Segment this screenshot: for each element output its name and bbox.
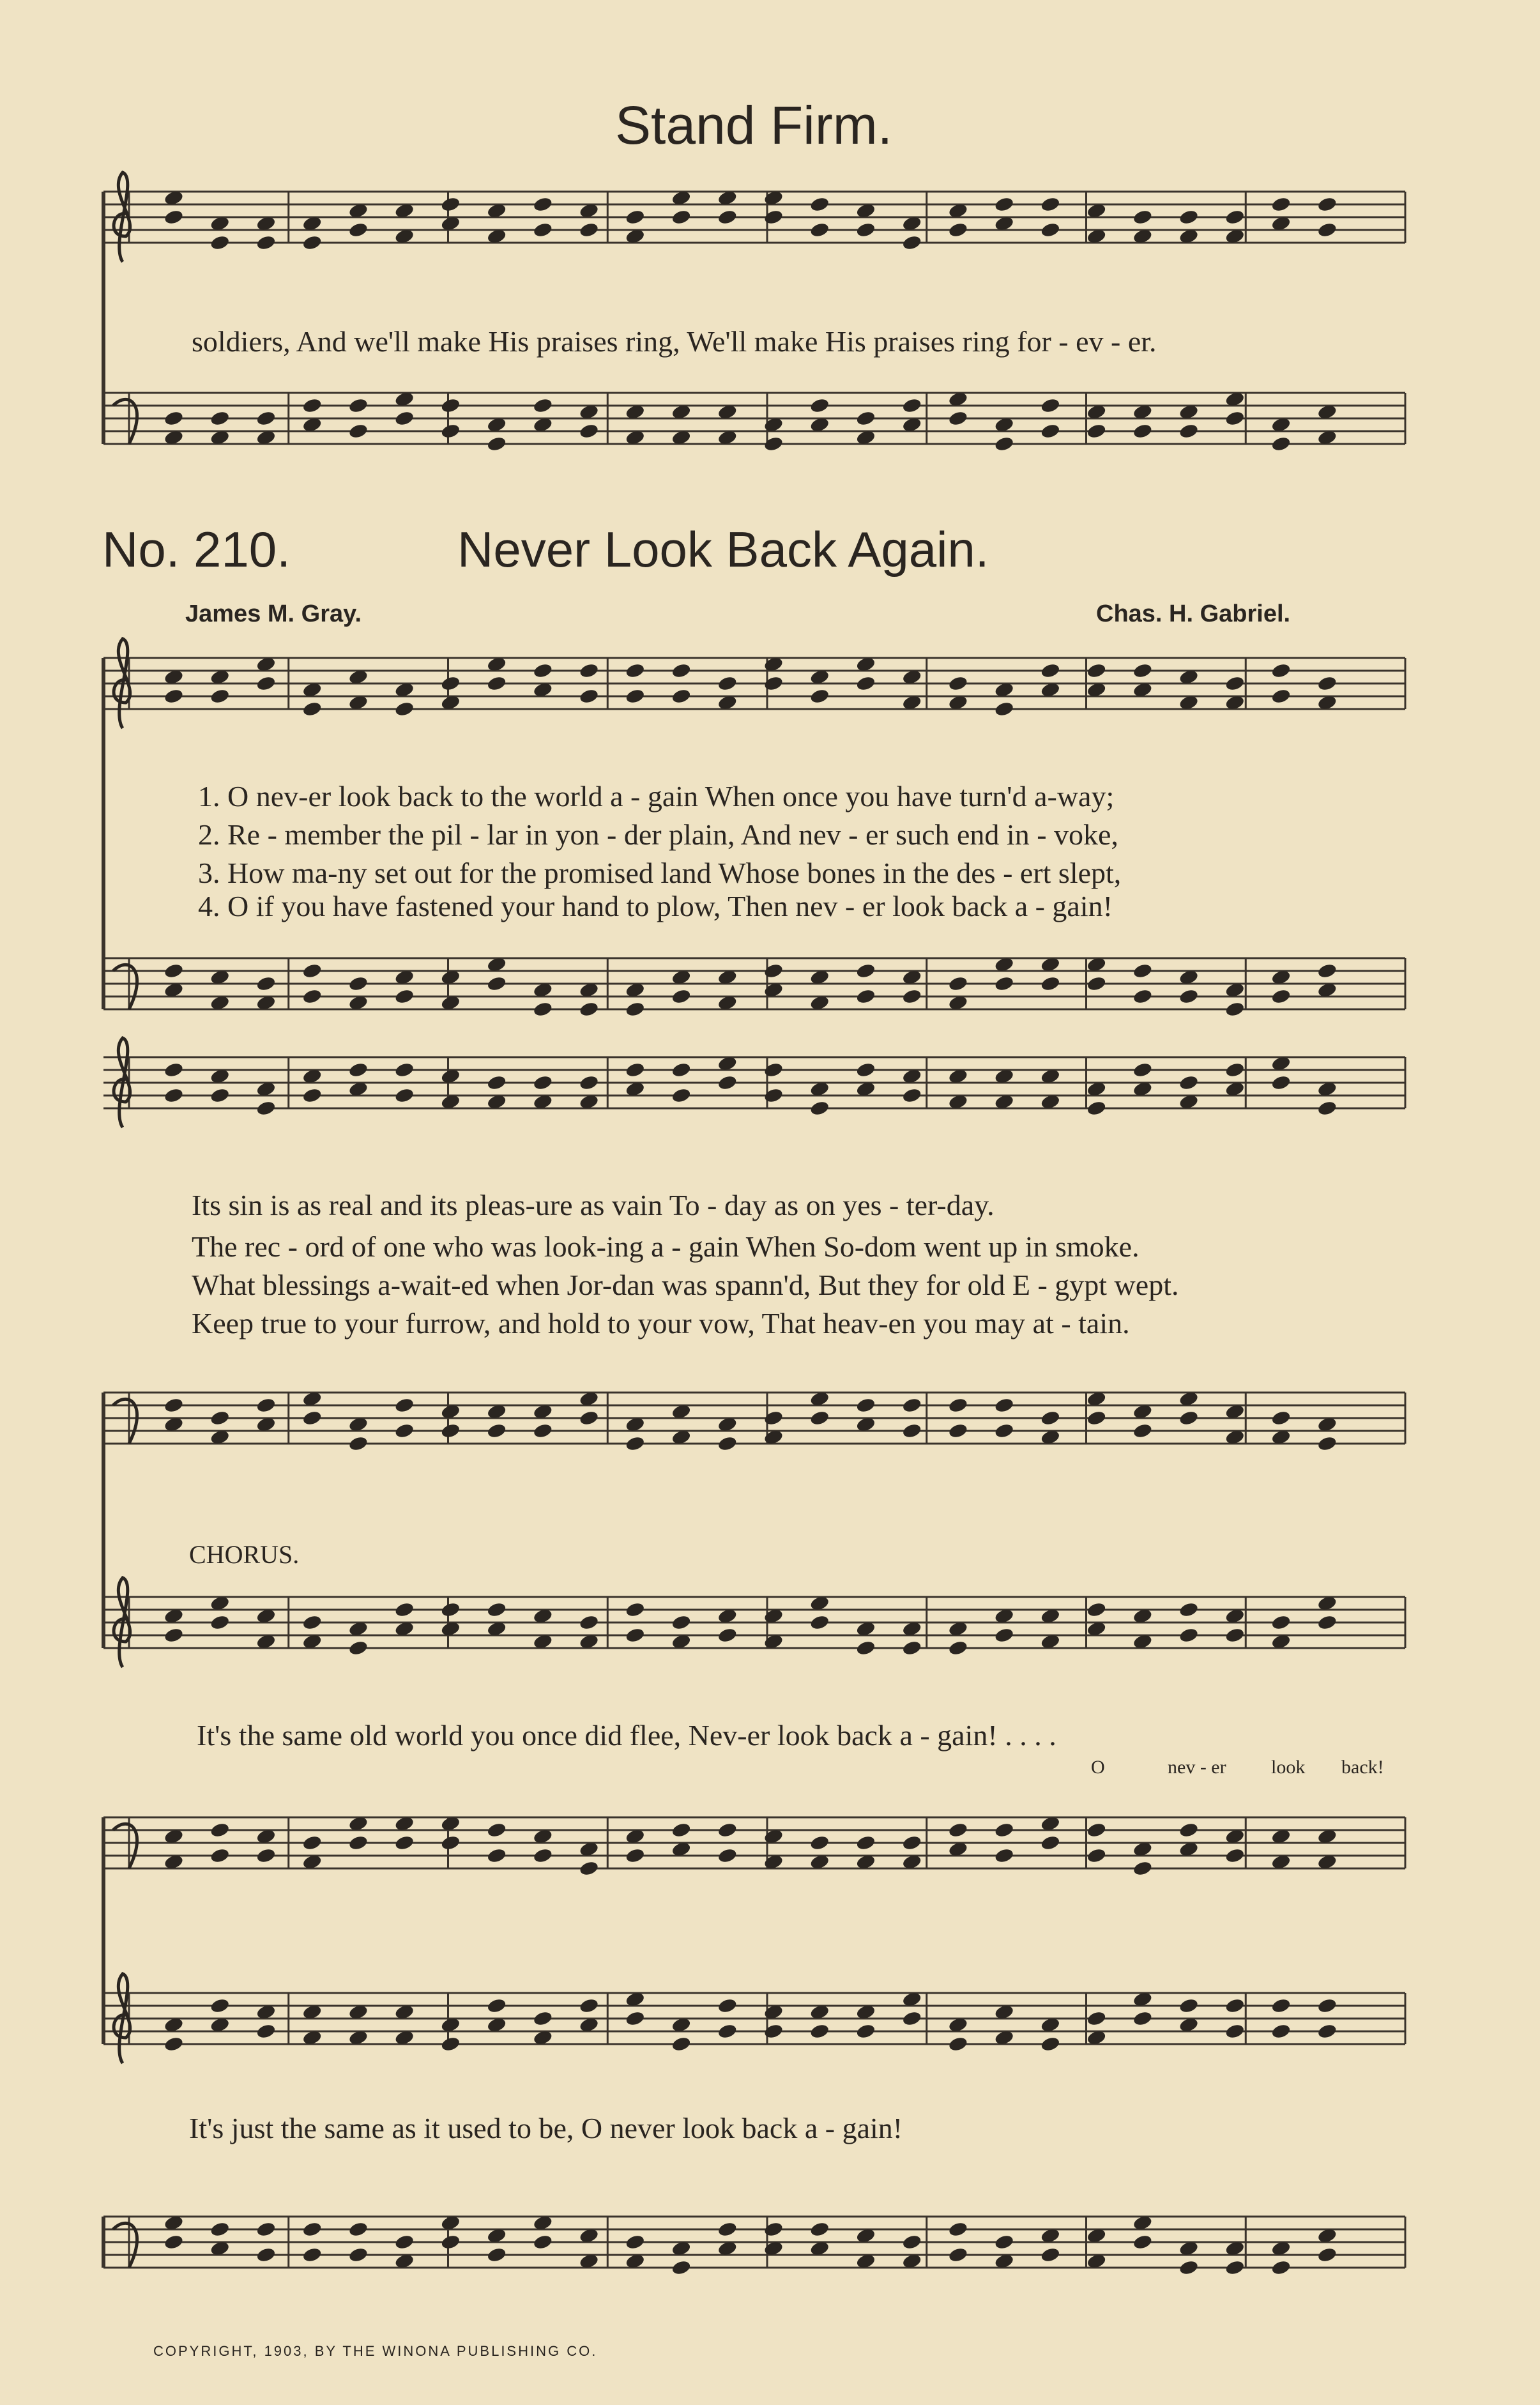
note-head xyxy=(994,436,1014,452)
note-head xyxy=(809,222,830,238)
note-head xyxy=(1132,1423,1153,1439)
note-head xyxy=(579,1997,599,2014)
note-head xyxy=(625,209,645,225)
note-head xyxy=(486,436,507,452)
note-head xyxy=(717,2221,738,2238)
note-head xyxy=(579,423,599,439)
note-head xyxy=(809,2023,830,2040)
note-head xyxy=(164,1397,184,1414)
note-head xyxy=(994,1627,1014,1644)
hymn-number: No. 210. xyxy=(102,521,291,577)
note-head xyxy=(809,2221,830,2238)
note-head xyxy=(671,1614,691,1631)
note-head xyxy=(301,701,322,717)
note-head xyxy=(1224,1062,1245,1078)
verse-3-line-2: What blessings a-wait-ed when Jor-dan was spann'd, But they for old E - gypt wept. xyxy=(192,1269,1179,1301)
note-head xyxy=(1317,675,1338,692)
note-head xyxy=(301,988,322,1005)
note-head xyxy=(255,2247,276,2263)
note-head xyxy=(625,1001,645,1018)
note-head xyxy=(809,688,830,705)
note-head xyxy=(301,397,322,414)
chorus-echo-4: back! xyxy=(1341,1757,1384,1778)
note-head xyxy=(1086,1847,1106,1864)
note-head xyxy=(671,688,691,705)
note-head xyxy=(948,2036,968,2052)
lyricist: James M. Gray. xyxy=(185,600,362,627)
note-head xyxy=(348,423,369,439)
verse-3-line-1: 3. How ma-ny set out for the promised land Whose bones in the des - ert slept, xyxy=(198,857,1122,889)
note-head xyxy=(164,963,184,979)
note-head xyxy=(1270,1074,1291,1091)
note-head xyxy=(1270,1410,1291,1426)
note-head xyxy=(1317,963,1338,979)
note-head xyxy=(717,675,738,692)
note-head xyxy=(1178,1410,1199,1426)
note-head xyxy=(948,675,968,692)
note-head xyxy=(717,1822,738,1838)
note-head xyxy=(1270,2259,1291,2276)
note-head xyxy=(348,1062,369,1078)
note-head xyxy=(348,2247,369,2263)
note-head xyxy=(486,675,507,692)
note-head xyxy=(671,2036,691,2052)
note-head xyxy=(1086,1601,1106,1618)
note-head xyxy=(855,988,876,1005)
treble-clef xyxy=(114,1038,130,1127)
note-head xyxy=(440,2234,461,2250)
note-head xyxy=(1317,1997,1338,2014)
note-head xyxy=(1224,2259,1245,2276)
note-head xyxy=(210,1847,230,1864)
note-head xyxy=(1086,1822,1106,1838)
note-head xyxy=(255,1100,276,1117)
note-head xyxy=(348,397,369,414)
note-head xyxy=(994,701,1014,717)
note-head xyxy=(348,2221,369,2238)
note-head xyxy=(533,1074,553,1091)
note-head xyxy=(1086,662,1106,679)
note-head xyxy=(1040,2247,1060,2263)
note-head xyxy=(994,196,1014,213)
note-head xyxy=(1132,662,1153,679)
treble-clef xyxy=(114,1974,130,2063)
note-head xyxy=(948,2247,968,2263)
chorus-line-1: It's the same old world you once did flee, Nev-er look back a - gain! . . . . xyxy=(197,1719,1056,1752)
note-head xyxy=(1224,675,1245,692)
note-head xyxy=(948,1822,968,1838)
note-head xyxy=(210,410,230,427)
note-head xyxy=(948,1640,968,1656)
note-head xyxy=(671,209,691,225)
note-head xyxy=(440,2036,461,2052)
note-head xyxy=(1178,988,1199,1005)
note-head xyxy=(255,1397,276,1414)
note-head xyxy=(671,988,691,1005)
note-head xyxy=(164,209,184,225)
note-head xyxy=(440,196,461,213)
note-head xyxy=(1040,423,1060,439)
note-head xyxy=(440,1423,461,1439)
note-head xyxy=(948,975,968,992)
note-head xyxy=(348,1835,369,1851)
note-head xyxy=(486,1074,507,1091)
note-head xyxy=(809,1100,830,1117)
note-head xyxy=(809,397,830,414)
note-head xyxy=(486,1847,507,1864)
note-head xyxy=(440,1835,461,1851)
chorus-label: CHORUS. xyxy=(189,1540,300,1569)
note-head xyxy=(809,1835,830,1851)
note-head xyxy=(1040,222,1060,238)
verse-1-line-2: Its sin is as real and its pleas-ure as vain To - day as on yes - ter-day. xyxy=(192,1189,995,1221)
composer: Chas. H. Gabriel. xyxy=(1096,600,1291,627)
note-head xyxy=(1178,1074,1199,1091)
note-head xyxy=(440,423,461,439)
note-head xyxy=(164,1627,184,1644)
note-head xyxy=(486,975,507,992)
note-head xyxy=(1270,196,1291,213)
note-head xyxy=(717,1627,738,1644)
note-head xyxy=(210,1822,230,1838)
note-head xyxy=(1317,1100,1338,1117)
note-head xyxy=(1086,1410,1106,1426)
note-head xyxy=(717,209,738,225)
note-head xyxy=(625,2010,645,2027)
note-head xyxy=(855,222,876,238)
note-head xyxy=(901,397,922,414)
note-head xyxy=(1178,209,1199,225)
note-head xyxy=(625,1062,645,1078)
note-head xyxy=(394,1601,415,1618)
note-head xyxy=(717,1074,738,1091)
note-head xyxy=(1317,222,1338,238)
note-head xyxy=(1132,2234,1153,2250)
note-head xyxy=(625,2234,645,2250)
note-head xyxy=(948,1397,968,1414)
note-head xyxy=(1178,423,1199,439)
note-head xyxy=(348,1435,369,1452)
note-head xyxy=(994,1847,1014,1864)
copyright-notice: COPYRIGHT, 1903, BY THE WINONA PUBLISHING CO. xyxy=(153,2343,598,2359)
note-head xyxy=(348,222,369,238)
note-head xyxy=(901,1640,922,1656)
note-head xyxy=(671,1822,691,1838)
note-head xyxy=(625,688,645,705)
note-head xyxy=(809,1614,830,1631)
note-head xyxy=(533,397,553,414)
note-head xyxy=(1040,1410,1060,1426)
note-head xyxy=(210,1087,230,1104)
note-head xyxy=(809,1410,830,1426)
note-head xyxy=(948,2221,968,2238)
verse-2-line-2: The rec - ord of one who was look-ing a - gain When So-dom went up in smoke. xyxy=(192,1230,1140,1263)
note-head xyxy=(625,1435,645,1452)
note-head xyxy=(394,2234,415,2250)
note-head xyxy=(1040,2036,1060,2052)
note-head xyxy=(901,988,922,1005)
note-head xyxy=(671,1062,691,1078)
hymn-title: Never Look Back Again. xyxy=(457,521,989,577)
verse-4-line-2: Keep true to your furrow, and hold to your vow, That heav-en you may at - tain. xyxy=(192,1307,1130,1340)
note-head xyxy=(579,1614,599,1631)
treble-clef xyxy=(114,639,130,728)
note-head xyxy=(1040,975,1060,992)
note-head xyxy=(210,1997,230,2014)
note-head xyxy=(255,1847,276,1864)
note-head xyxy=(717,1997,738,2014)
note-head xyxy=(255,675,276,692)
verse-1-line-1: 1. O nev-er look back to the world a - gain When once you have turn'd a-way; xyxy=(198,780,1115,813)
note-head xyxy=(1178,2259,1199,2276)
note-head xyxy=(1132,423,1153,439)
note-head xyxy=(1270,988,1291,1005)
chorus-echo-3: look xyxy=(1271,1757,1306,1778)
note-head xyxy=(255,410,276,427)
note-head xyxy=(1224,2023,1245,2040)
note-head xyxy=(533,2010,553,2027)
note-head xyxy=(579,688,599,705)
note-head xyxy=(671,662,691,679)
note-head xyxy=(855,410,876,427)
note-head xyxy=(717,1435,738,1452)
note-head xyxy=(486,1997,507,2014)
note-head xyxy=(164,1087,184,1104)
note-head xyxy=(1086,1100,1106,1117)
note-head xyxy=(1224,1001,1245,1018)
note-head xyxy=(301,2221,322,2238)
note-head xyxy=(1224,410,1245,427)
note-head xyxy=(486,1822,507,1838)
note-head xyxy=(717,2023,738,2040)
note-head xyxy=(486,1423,507,1439)
note-head xyxy=(1270,436,1291,452)
note-head xyxy=(671,1087,691,1104)
note-head xyxy=(1178,1601,1199,1618)
note-head xyxy=(164,1062,184,1078)
note-head xyxy=(1132,988,1153,1005)
note-head xyxy=(1224,209,1245,225)
note-head xyxy=(1178,1822,1199,1838)
note-head xyxy=(579,1074,599,1091)
note-head xyxy=(486,1601,507,1618)
note-head xyxy=(579,222,599,238)
chorus-line-2: It's just the same as it used to be, O never look back a - gain! xyxy=(189,2112,903,2144)
note-head xyxy=(901,1087,922,1104)
note-head xyxy=(164,410,184,427)
note-head xyxy=(901,2234,922,2250)
note-head xyxy=(533,2234,553,2250)
note-head xyxy=(855,1062,876,1078)
note-head xyxy=(210,688,230,705)
note-head xyxy=(255,2221,276,2238)
note-head xyxy=(255,234,276,251)
note-head xyxy=(625,1601,645,1618)
note-head xyxy=(1224,1847,1245,1864)
verse-4-line-1: 4. O if you have fastened your hand to plow, Then nev - er look back a - gain! xyxy=(198,890,1113,922)
note-head xyxy=(1317,2023,1338,2040)
note-head xyxy=(625,662,645,679)
note-head xyxy=(1040,1835,1060,1851)
note-head xyxy=(440,397,461,414)
note-head xyxy=(440,675,461,692)
chorus-echo-1: O xyxy=(1091,1757,1105,1778)
note-head xyxy=(533,196,553,213)
note-head xyxy=(671,2259,691,2276)
note-head xyxy=(855,963,876,979)
note-head xyxy=(164,2036,184,2052)
note-head xyxy=(901,2010,922,2027)
note-head xyxy=(855,1640,876,1656)
note-head xyxy=(1270,688,1291,705)
note-head xyxy=(1178,1997,1199,2014)
note-head xyxy=(994,1397,1014,1414)
note-head xyxy=(1040,397,1060,414)
note-head xyxy=(533,1847,553,1864)
note-head xyxy=(901,1835,922,1851)
treble-clef xyxy=(114,1578,130,1667)
note-head xyxy=(394,988,415,1005)
note-head xyxy=(348,975,369,992)
note-head xyxy=(1132,963,1153,979)
note-head xyxy=(301,1835,322,1851)
note-head xyxy=(533,222,553,238)
note-head xyxy=(1132,209,1153,225)
note-head xyxy=(533,662,553,679)
note-head xyxy=(210,234,230,251)
note-head xyxy=(579,1860,599,1877)
note-head xyxy=(301,1087,322,1104)
note-head xyxy=(579,1410,599,1426)
note-head xyxy=(1224,1997,1245,2014)
note-head xyxy=(1086,975,1106,992)
note-head xyxy=(1132,1860,1153,1877)
note-head xyxy=(994,975,1014,992)
treble-clef xyxy=(114,172,130,262)
note-head xyxy=(1086,2010,1106,2027)
note-head xyxy=(210,2221,230,2238)
note-head xyxy=(901,1423,922,1439)
note-head xyxy=(809,196,830,213)
note-head xyxy=(1178,1627,1199,1644)
note-head xyxy=(348,1640,369,1656)
note-head xyxy=(164,688,184,705)
note-head xyxy=(394,1087,415,1104)
note-head xyxy=(164,2234,184,2250)
note-head xyxy=(301,2247,322,2263)
note-head xyxy=(301,1614,322,1631)
note-head xyxy=(394,1397,415,1414)
note-head xyxy=(579,662,599,679)
note-head xyxy=(394,701,415,717)
note-head xyxy=(1317,1614,1338,1631)
note-head xyxy=(901,1397,922,1414)
note-head xyxy=(210,1614,230,1631)
note-head xyxy=(1270,2023,1291,2040)
note-head xyxy=(1040,662,1060,679)
note-head xyxy=(1224,1627,1245,1644)
note-head xyxy=(948,222,968,238)
note-head xyxy=(994,1423,1014,1439)
note-head xyxy=(1040,196,1060,213)
note-head xyxy=(625,1627,645,1644)
note-head xyxy=(1317,2247,1338,2263)
note-head xyxy=(1317,1435,1338,1452)
note-head xyxy=(855,1835,876,1851)
note-head xyxy=(948,410,968,427)
note-head xyxy=(579,1001,599,1018)
note-head xyxy=(533,1001,553,1018)
note-head xyxy=(210,1410,230,1426)
note-head xyxy=(394,1062,415,1078)
note-head xyxy=(855,675,876,692)
note-head xyxy=(625,1847,645,1864)
note-head xyxy=(394,410,415,427)
note-head xyxy=(1317,196,1338,213)
note-head xyxy=(901,234,922,251)
note-head xyxy=(440,1601,461,1618)
note-head xyxy=(717,1847,738,1864)
clefs xyxy=(113,172,137,2268)
note-head xyxy=(855,2023,876,2040)
note-head xyxy=(1270,662,1291,679)
note-head xyxy=(1132,1062,1153,1078)
note-head xyxy=(255,975,276,992)
verse-2-line-1: 2. Re - member the pil - lar in yon - der plain, And nev - er such end in - voke, xyxy=(198,818,1118,851)
note-head xyxy=(1270,1997,1291,2014)
prev-hymn-title: Stand Firm. xyxy=(615,95,893,155)
note-head xyxy=(255,2023,276,2040)
note-head xyxy=(855,1397,876,1414)
note-head xyxy=(301,234,322,251)
note-head xyxy=(1270,1614,1291,1631)
note-head xyxy=(533,1423,553,1439)
note-head xyxy=(394,1835,415,1851)
note-head xyxy=(1132,2010,1153,2027)
note-head xyxy=(1086,423,1106,439)
note-head xyxy=(994,1822,1014,1838)
note-head xyxy=(301,1410,322,1426)
prev-hymn-lyric: soldiers, And we'll make His praises ring, We'll make His praises ring for - ev - er. xyxy=(192,325,1157,358)
note-head xyxy=(301,963,322,979)
note-head xyxy=(394,1423,415,1439)
note-head xyxy=(486,2247,507,2263)
note-head xyxy=(994,2234,1014,2250)
note-head xyxy=(948,1423,968,1439)
chorus-echo-2: nev - er xyxy=(1168,1757,1226,1778)
